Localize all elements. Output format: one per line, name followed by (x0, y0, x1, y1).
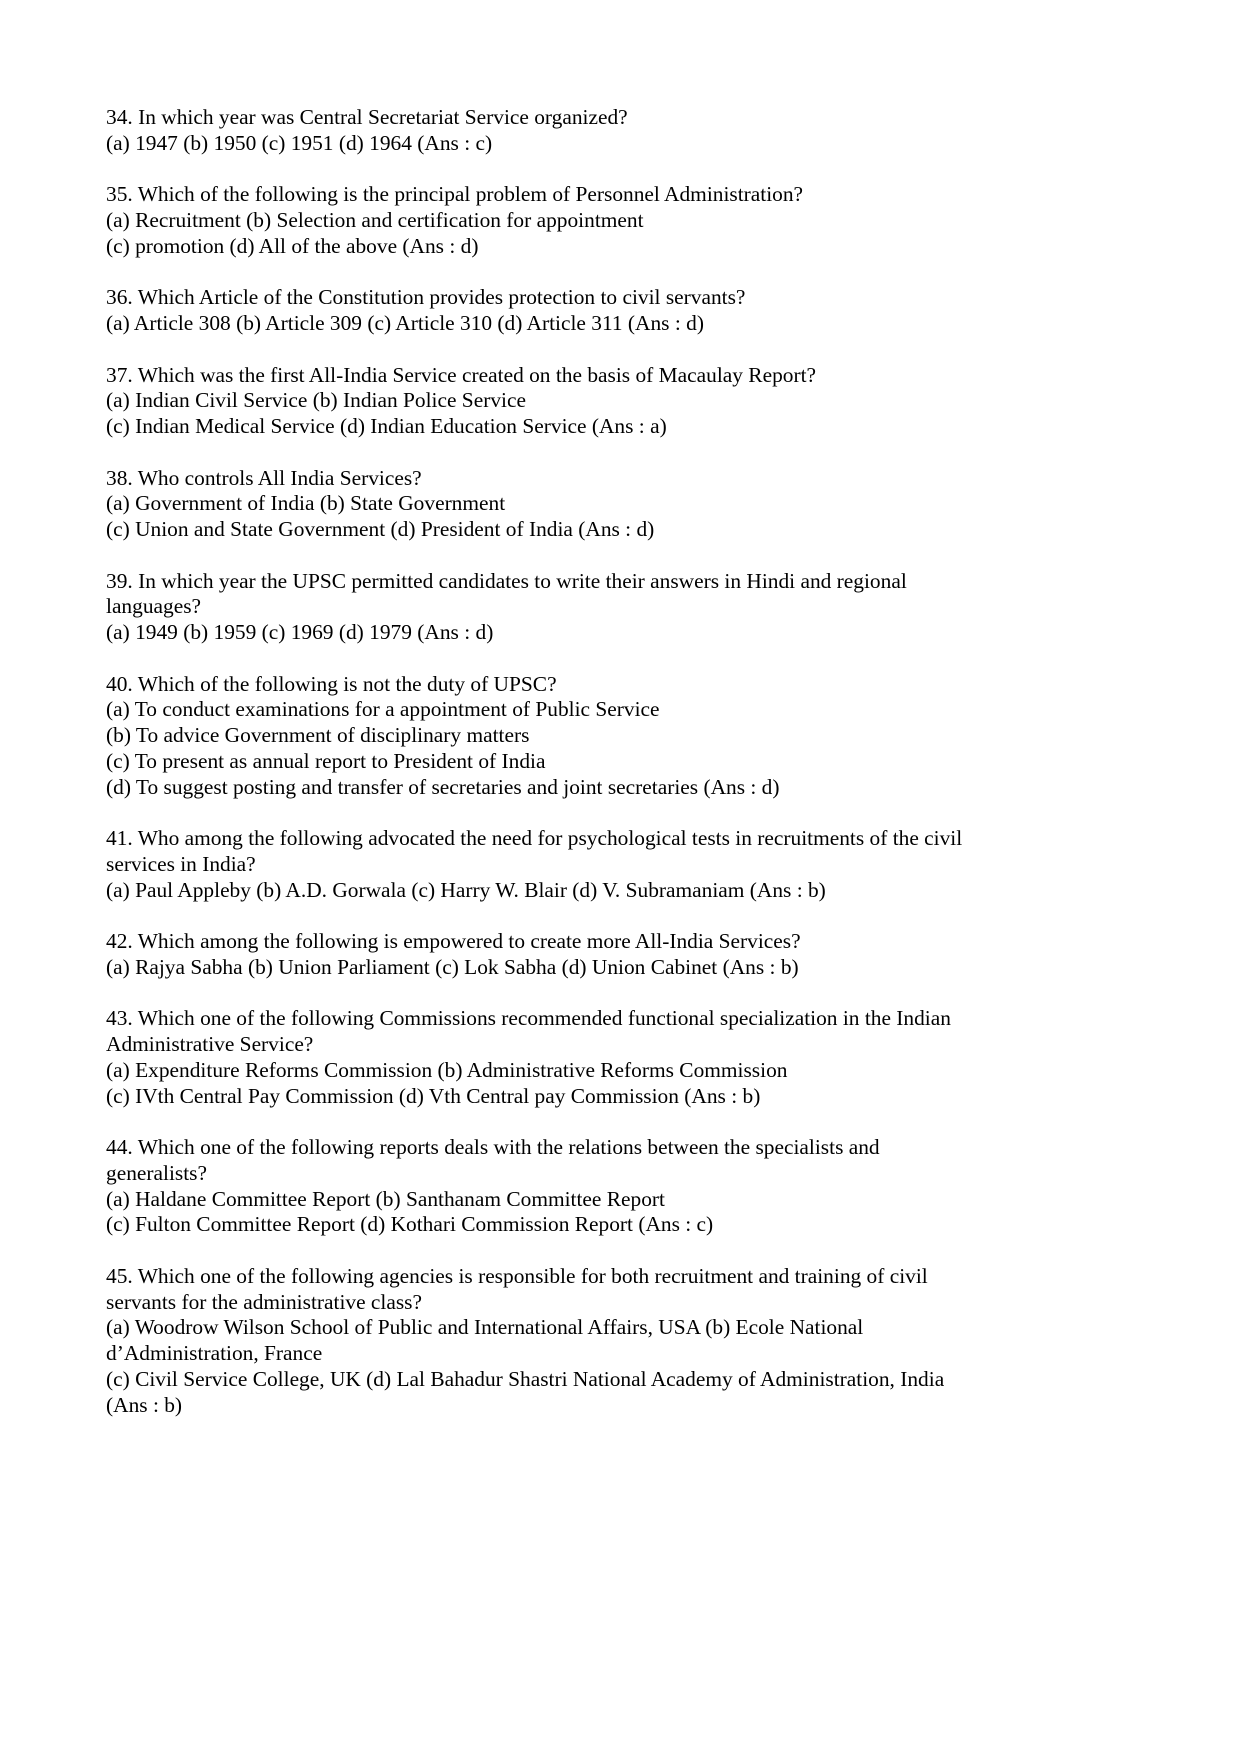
question-44 (106, 1135, 1136, 1238)
answer-options: (a) Government of India (b) State Government (106, 491, 506, 516)
answer-option-a: (a) To conduct examinations for a appointment of Public Service (106, 697, 660, 722)
question-34 (106, 105, 1136, 157)
question-38 (106, 466, 1136, 543)
answer-options: d’Administration, France (106, 1341, 323, 1365)
question-35 (106, 182, 1136, 259)
question-text: 41. Who among the following advocated the need for psychological tests in recruitments of the civil (106, 826, 963, 850)
question-text: 34. In which year was Central Secretariat Service organized? (106, 105, 628, 129)
question-37 (106, 363, 1136, 440)
question-text-continued: languages? (106, 594, 202, 619)
question-text: 36. Which Article of the Constitution provides protection to civil servants? (106, 285, 746, 310)
answer-options: (a) Expenditure Reforms Commission (b) Administrative Reforms Commission (106, 1057, 788, 1082)
answer-options: (a) Paul Appleby (b) A.D. Gorwala (c) Harry W. Blair (d) V. Subramaniam (Ans : b) (106, 877, 826, 902)
answer-options: (c) Fulton Committee Report (d) Kothari Commission Report (Ans : c) (106, 1212, 714, 1237)
document-page (106, 105, 1136, 1444)
answer-options: (c) Union and State Government (d) President of India (Ans : d) (106, 517, 655, 541)
answer-option-c: (c) To present as annual report to President of India (106, 748, 546, 773)
answer-options: (a) Rajya Sabha (b) Union Parliament (c) Lok Sabha (d) Union Cabinet (Ans : b) (106, 954, 799, 979)
answer-options: (a) Indian Civil Service (b) Indian Police Service (106, 388, 526, 413)
answer-options: (c) Indian Medical Service (d) Indian Education Service (Ans : a) (106, 414, 667, 438)
answer-options: (a) Haldane Committee Report (b) Santhanam Committee Report (106, 1186, 665, 1211)
question-text: 39. In which year the UPSC permitted candidates to write their answers in Hindi and regional (106, 568, 907, 593)
question-text-continued: servants for the administrative class? (106, 1289, 423, 1314)
answer-options: (a) Woodrow Wilson School of Public and International Affairs, USA (b) Ecole National (106, 1315, 864, 1340)
question-39 (106, 569, 1136, 646)
question-text-continued: Administrative Service? (106, 1032, 314, 1056)
answer-option-b: (b) To advice Government of disciplinary matters (106, 723, 530, 747)
question-43 (106, 1006, 1136, 1109)
question-text: 44. Which one of the following reports deals with the relations between the specialists and (106, 1135, 880, 1159)
answer-key: (Ans : b) (106, 1392, 183, 1417)
question-text: 40. Which of the following is not the duty of UPSC? (106, 671, 557, 696)
answer-options: (a) Recruitment (b) Selection and certification for appointment (106, 208, 644, 232)
answer-option-d: (d) To suggest posting and transfer of secretaries and joint secretaries (Ans : d) (106, 774, 780, 799)
question-40 (106, 672, 1136, 801)
answer-options: (c) promotion (d) All of the above (Ans : d) (106, 233, 479, 258)
question-text: 35. Which of the following is the principal problem of Personnel Administration? (106, 182, 804, 207)
question-text-continued: generalists? (106, 1160, 207, 1185)
question-41 (106, 826, 1136, 903)
question-text: 42. Which among the following is empowered to create more All-India Services? (106, 929, 801, 953)
answer-options: (a) 1949 (b) 1959 (c) 1969 (d) 1979 (Ans : d) (106, 620, 494, 644)
question-text: 43. Which one of the following Commissions recommended functional specialization in the Indian (106, 1006, 951, 1031)
question-text: 38. Who controls All India Services? (106, 465, 422, 490)
question-45 (106, 1264, 1136, 1419)
answer-options: (a) Article 308 (b) Article 309 (c) Article 310 (d) Article 311 (Ans : d) (106, 311, 704, 335)
answer-options: (c) Civil Service College, UK (d) Lal Bahadur Shastri National Academy of Administration, India (106, 1366, 945, 1391)
question-text: 45. Which one of the following agencies is responsible for both recruitment and training of civil (106, 1263, 928, 1288)
question-text-continued: services in India? (106, 851, 256, 876)
question-text: 37. Which was the first All-India Service created on the basis of Macaulay Report? (106, 362, 817, 387)
question-42 (106, 929, 1136, 981)
answer-options: (a) 1947 (b) 1950 (c) 1951 (d) 1964 (Ans : c) (106, 130, 493, 155)
answer-options: (c) IVth Central Pay Commission (d) Vth Central pay Commission (Ans : b) (106, 1083, 761, 1108)
question-36 (106, 285, 1136, 337)
